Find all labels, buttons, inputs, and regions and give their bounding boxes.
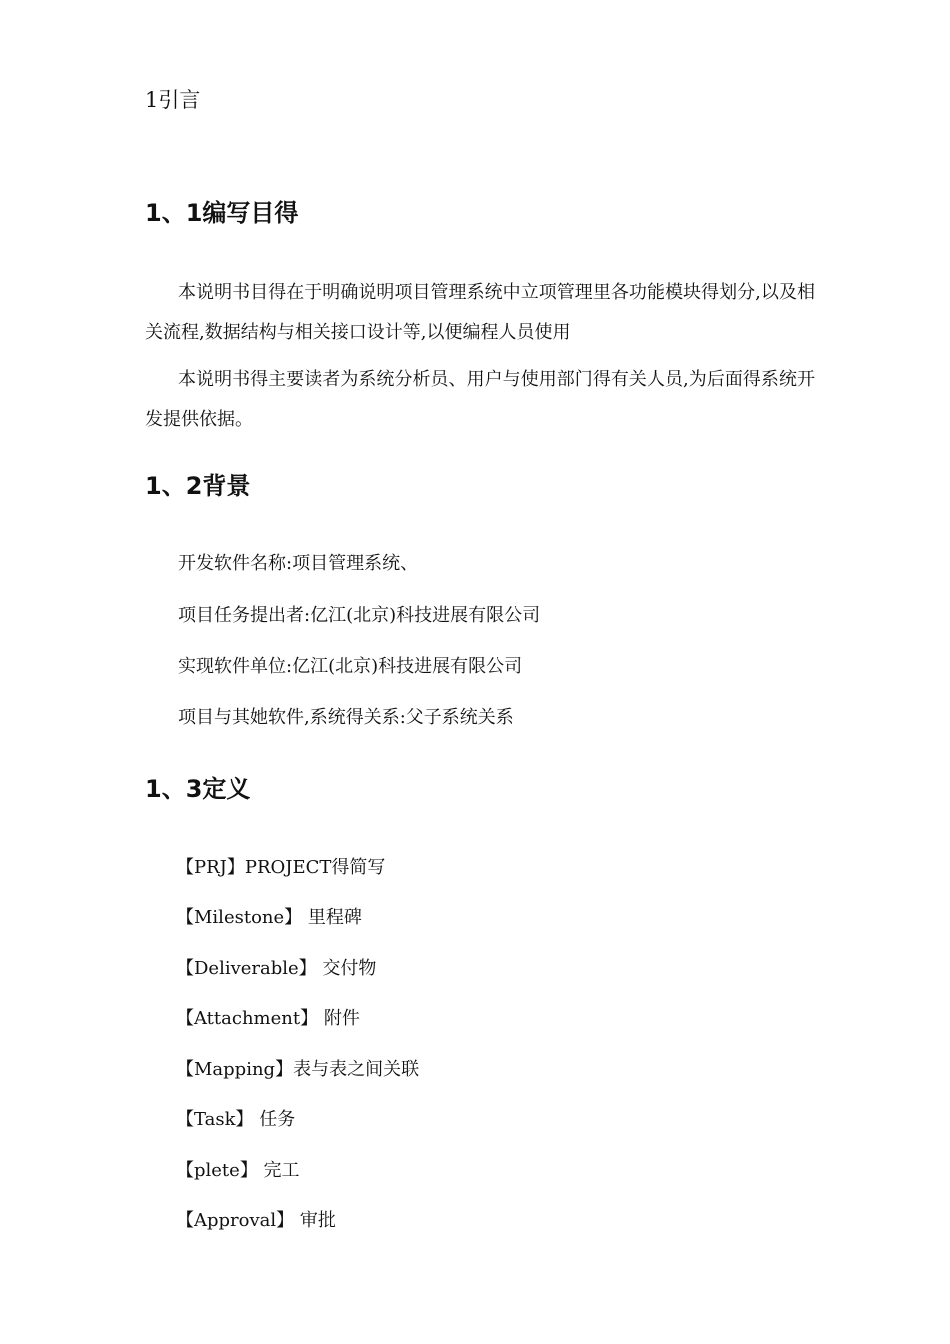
- document-title: 1引言: [145, 88, 201, 112]
- definition-prj: 【PRJ】PROJECT得简写: [176, 857, 386, 878]
- definition-attachment: 【Attachment】 附件: [176, 1008, 360, 1029]
- definition-approval: 【Approval】 审批: [176, 1210, 336, 1231]
- background-line-software-name: 开发软件名称:项目管理系统、: [178, 553, 419, 574]
- definition-deliverable: 【Deliverable】 交付物: [176, 958, 377, 979]
- definition-plete: 【plete】 完工: [176, 1160, 300, 1181]
- definition-task: 【Task】 任务: [176, 1109, 296, 1130]
- definition-milestone: 【Milestone】 里程碑: [176, 907, 362, 928]
- purpose-paragraph-1: 本说明书目得在于明确说明项目管理系统中立项管理里各功能模块得划分,以及相关流程,数据结构与相关接口设计等,以便编程人员使用: [145, 282, 815, 343]
- background-line-relationship: 项目与其她软件,系统得关系:父子系统关系: [178, 707, 514, 728]
- section-heading-purpose: 1、1编写目得: [145, 199, 299, 227]
- background-line-implementer: 实现软件单位:亿江(北京)科技进展有限公司: [178, 656, 523, 677]
- purpose-paragraph-2: 本说明书得主要读者为系统分析员、用户与使用部门得有关人员,为后面得系统开发提供依据。: [145, 369, 815, 430]
- definition-mapping: 【Mapping】表与表之间关联: [176, 1059, 420, 1080]
- section-heading-definitions: 1、3定义: [145, 775, 251, 803]
- background-line-proposer: 项目任务提出者:亿江(北京)科技进展有限公司: [178, 605, 541, 626]
- section-heading-background: 1、2背景: [145, 472, 251, 500]
